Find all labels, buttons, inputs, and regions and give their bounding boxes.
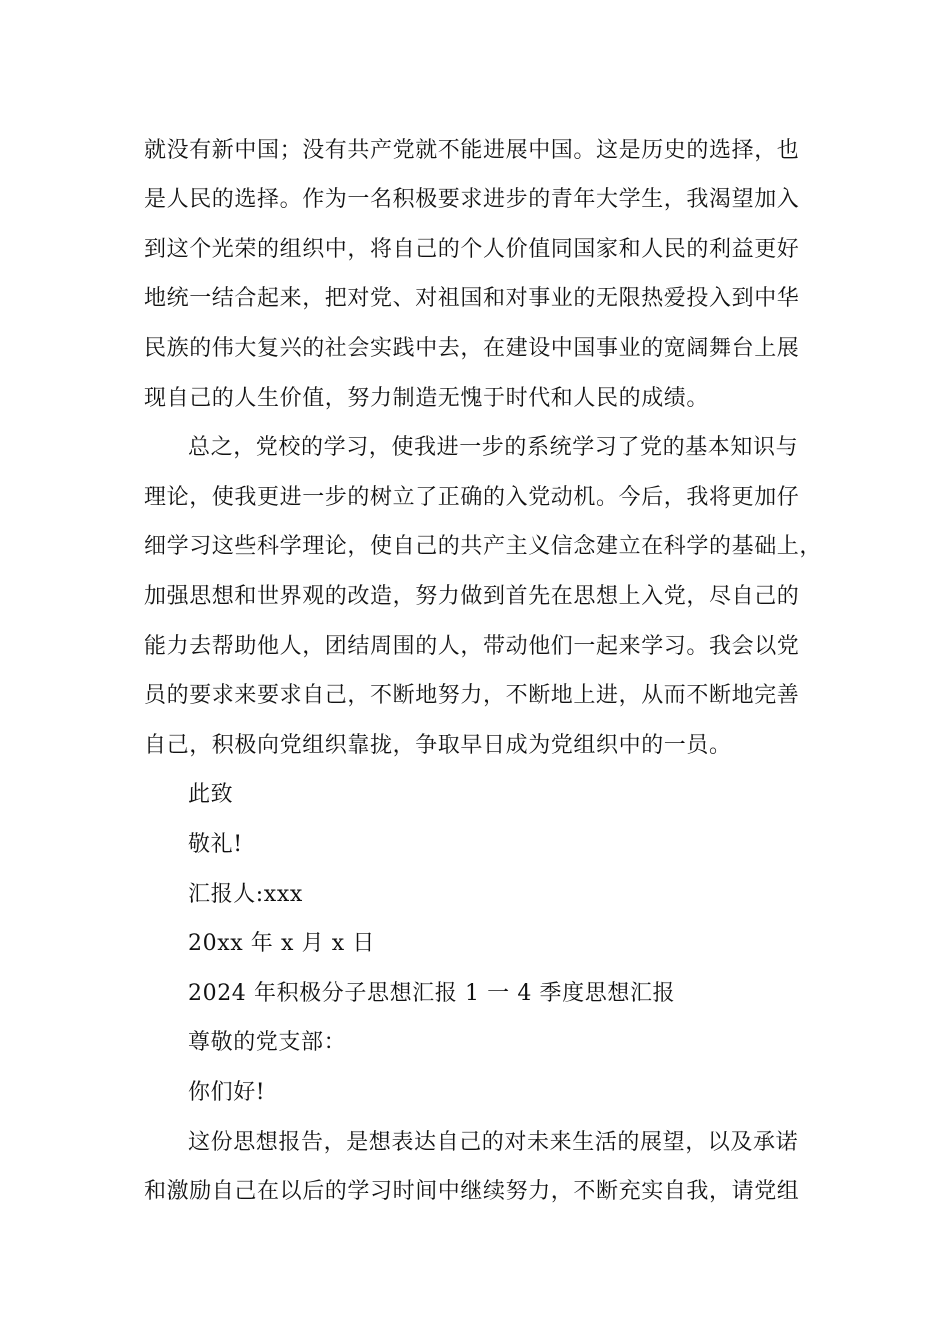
closing-salutation: 此致: [188, 782, 234, 807]
paragraph-line: 是人民的选择。作为一名积极要求进步的青年大学生，我渴望加入: [144, 187, 800, 212]
paragraph-line: 到这个光荣的组织中，将自己的个人价值同国家和人民的利益更好: [144, 237, 800, 262]
paragraph-line: 理论，使我更进一步的树立了正确的入党动机。今后，我将更加仔: [144, 485, 800, 510]
greeting-addressee: 尊敬的党支部：: [188, 1030, 347, 1055]
closing-regards: 敬礼!: [188, 832, 243, 857]
paragraph-line: 总之，党校的学习，使我进一步的系统学习了党的基本知识与: [188, 435, 799, 460]
section-title: 2024 年积极分子思想汇报 1 一 4 季度思想汇报: [188, 981, 676, 1006]
paragraph-line: 就没有新中国；没有共产党就不能进展中国。这是历史的选择，也: [144, 138, 800, 163]
paragraph-line: 现自己的人生价值，努力制造无愧于时代和人民的成绩。: [144, 386, 710, 411]
paragraph-line: 地统一结合起来，把对党、对祖国和对事业的无限热爱投入到中华: [144, 286, 800, 311]
paragraph-line: 和激励自己在以后的学习时间中继续努力，不断充实自我，请党组: [144, 1179, 800, 1204]
greeting: 你们好!: [188, 1080, 266, 1105]
reporter-signature: 汇报人:xxx: [188, 882, 303, 907]
paragraph-line: 能力去帮助他人，团结周围的人，带动他们一起来学习。我会以党: [144, 634, 800, 659]
paragraph-line: 这份思想报告，是想表达自己的对未来生活的展望，以及承诺: [188, 1130, 799, 1155]
paragraph-line: 加强思想和世界观的改造，努力做到首先在思想上入党，尽自己的: [144, 584, 800, 609]
paragraph-line: 民族的伟大复兴的社会实践中去，在建设中国事业的宽阔舞台上展: [144, 336, 800, 361]
paragraph-line: 细学习这些科学理论，使自己的共产主义信念建立在科学的基础上，: [144, 534, 823, 559]
paragraph-line: 自己，积极向党组织靠拢，争取早日成为党组织中的一员。: [144, 733, 732, 758]
report-date: 20xx 年 x 月 x 日: [188, 931, 375, 956]
paragraph-line: 员的要求来要求自己，不断地努力，不断地上进，从而不断地完善: [144, 683, 800, 708]
